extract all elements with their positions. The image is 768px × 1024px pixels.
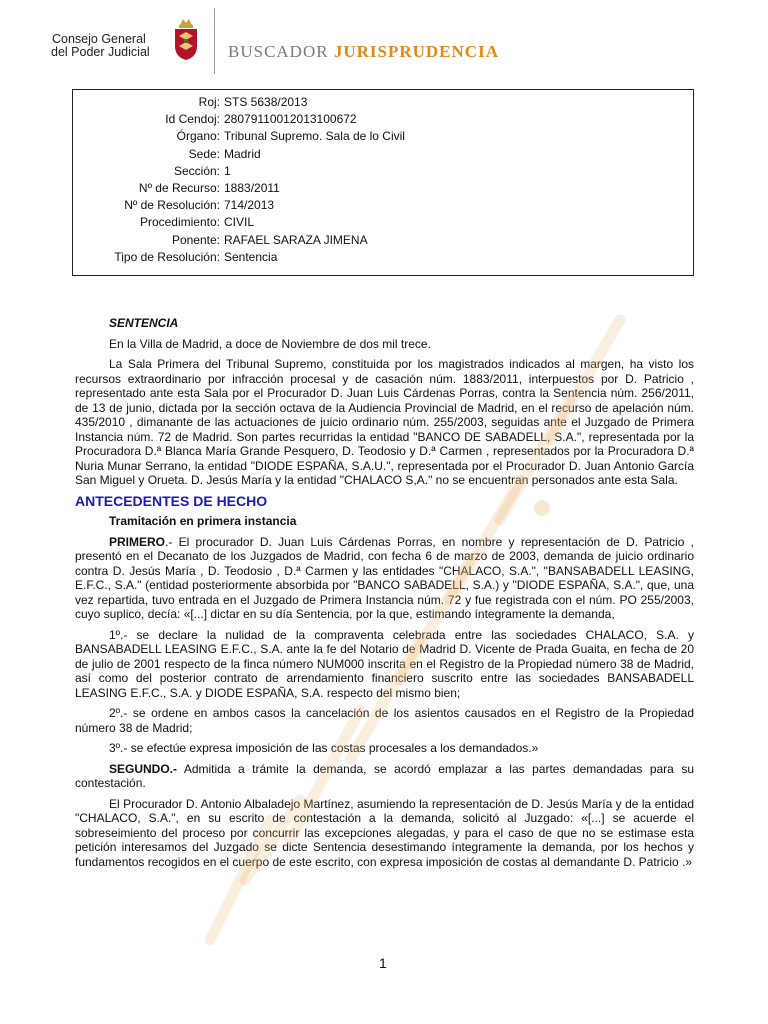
document-metadata-box <box>72 89 694 276</box>
metadata-label: Nº de Recurso: <box>138 181 220 195</box>
metadata-label: Id Cendoj: <box>165 112 220 127</box>
metadata-label: Órgano: <box>176 129 220 144</box>
metadata-label: Sección: <box>173 163 220 178</box>
page-number: 1 <box>379 955 387 971</box>
paragraph-intro: La Sala Primera del Tribunal Supremo, constituida por los magistrados indicados al margen, ha visto los recursos extraordinario por infracción procesal y de casación núm. 1883/2011, interpuestos por D. Patricio , representado ante esta Sala por el Procurador D. Juan Luis Cárdenas Porras, contra la Sentencia núm. 256/2011, de 13 de junio, dictada por la sección octava de la Audiencia Provincial de Madrid, en el recurso de apelación núm. 435/2010 , dimanante de las actuaciones de juicio ordinario núm. 255/2003, seguidas ante el Juzgado de Primera Instancia núm. 72 de Madrid. Son partes recurridas la entidad "BANCO DE SABADELL, S.A.", representada por la Procuradora D.ª Blanca María Grande Pesquero, D. Teodosio y D.ª Carmen , representados por la Procuradora D.ª Nuria Munar Serrano, la entidad "DIODE ESPAÑA, S.A.U.", representada por el Procurador D. Juan Antonio García San Miguel y Orueta. D. Jesús María y la entidad "CHALACO S,A." no se encuentran personados ante esta Sala. <box>75 357 694 487</box>
heading-tramitacion: Tramitación en primera instancia <box>109 514 297 528</box>
metadata-label: Tipo de Resolución: <box>114 249 220 264</box>
metadata-value: 28079110012013100672 <box>224 112 357 127</box>
metadata-row <box>73 163 693 180</box>
segundo-text: Admitida a trámite la demanda, se acordó emplazar a las partes demandadas para su contestación. <box>75 761 694 790</box>
org-line-1: Consejo General <box>52 32 146 46</box>
paragraph-primero <box>75 535 694 622</box>
paragraph-date: En la Villa de Madrid, a doce de Noviembre de dos mil trece. <box>109 336 431 351</box>
metadata-value: Tribunal Supremo. Sala de lo Civil <box>224 129 405 144</box>
metadata-row <box>73 111 693 128</box>
searcher-prefix: BUSCADOR <box>228 42 329 61</box>
metadata-label: Nº de Resolución: <box>124 198 220 213</box>
paragraph-segundo <box>75 762 694 791</box>
metadata-label: Sede: <box>188 146 220 161</box>
primero-label: PRIMERO <box>109 534 166 549</box>
metadata-value: Madrid <box>224 146 261 161</box>
coat-of-arms-icon <box>171 16 201 62</box>
sentencia-title: SENTENCIA <box>109 316 179 330</box>
header-divider <box>214 8 215 74</box>
org-line-2: del Poder Judicial <box>51 45 150 59</box>
searcher-highlight: JURISPRUDENCIA <box>333 42 499 61</box>
searcher-title <box>228 42 499 62</box>
document-body <box>75 316 694 869</box>
heading-antecedentes: ANTECEDENTES DE HECHO <box>75 492 268 509</box>
metadata-value: 1 <box>224 163 231 178</box>
metadata-label: Ponente: <box>171 232 220 247</box>
primero-text: .- El procurador D. Juan Luis Cárdenas Porras, en nombre y representación de D. Patricio , presentó en el Decanato de los Juzgados de Madrid, con fecha 6 de marzo de 2003, demanda de juicio ordinario contra D. Jesús María , D. Teodosio , D.ª Carmen y las entidades "CHALACO, S.A.", "BANSABADELL LEASING, E.F.C., S.A." (entidad posteriormente absorbida por "BANCO SABADELL, S.A.) y "DIODE ESPAÑA, S.A.", que, una vez repartida, tuvo entrada en el Juzgado de Primera Instancia núm. 72 y fue registrada con el núm. PO 255/2003, cuyo suplico, decía: «[...] dictar en su día Sentencia, por la que, estimando íntegramente la demanda, <box>75 534 694 621</box>
metadata-value: RAFAEL SARAZA JIMENA <box>224 232 368 247</box>
metadata-value: 714/2013 <box>224 198 275 213</box>
metadata-label: Roj: <box>198 95 220 109</box>
list-item-1: 1º.- se declare la nulidad de la compraventa celebrada entre las sociedades CHALACO, S.A. y BANSABADELL LEASING E.F.C., S.A. ante la fe del Notario de Madrid D. Vicente de Prada Guaita, en fecha de 20 de julio de 2001 respecto de la finca número NUM000 inscrita en el Registro de la Propiedad número 38 de Madrid, así como del posterior contrato de arrendamiento financiero suscrito entre las sociedades BANSABADELL LEASING E.F.C., S.A. y DIODE ESPAÑA, S.A. respecto del mismo bien; <box>75 627 694 700</box>
metadata-row <box>73 180 693 197</box>
metadata-row <box>73 249 693 266</box>
metadata-value: Sentencia <box>224 249 278 264</box>
metadata-label: Procedimiento: <box>139 215 220 230</box>
metadata-value: CIVIL <box>224 215 255 230</box>
paragraph-contestacion: El Procurador D. Antonio Albaladejo Martínez, asumiendo la representación de D. Jesús María y de la entidad "CHALACO, S.A.", en su escrito de contestación a la demanda, solicitó al Juzgado: «[...] se acuerde el sobreseimiento del proceso por concurrir las excepciones alegadas, y para el caso de que no se estimase esta petición interesamos del Juzgado se dicte Sentencia desestimando íntegramente la demanda, por los hechos y fundamentos recogidos en el cuerpo de este escrito, con expresa imposición de costas al demandante D. Patricio .» <box>75 796 694 869</box>
metadata-row <box>73 232 693 249</box>
page-header <box>0 0 768 80</box>
list-item-3: 3º.- se efectúe expresa imposición de las costas procesales a los demandados.» <box>109 741 539 755</box>
metadata-row <box>73 214 693 231</box>
metadata-value: 1883/2011 <box>224 181 280 195</box>
metadata-row <box>73 197 693 214</box>
metadata-row <box>73 146 693 163</box>
metadata-row <box>73 94 693 111</box>
metadata-value: STS 5638/2013 <box>224 95 308 109</box>
list-item-2: 2º.- se ordene en ambos casos la cancelación de los asientos causados en el Registro de la Propiedad número 38 de Madrid; <box>75 706 694 735</box>
org-name <box>52 33 151 59</box>
metadata-row <box>73 128 693 145</box>
segundo-label: SEGUNDO.- <box>109 761 178 776</box>
